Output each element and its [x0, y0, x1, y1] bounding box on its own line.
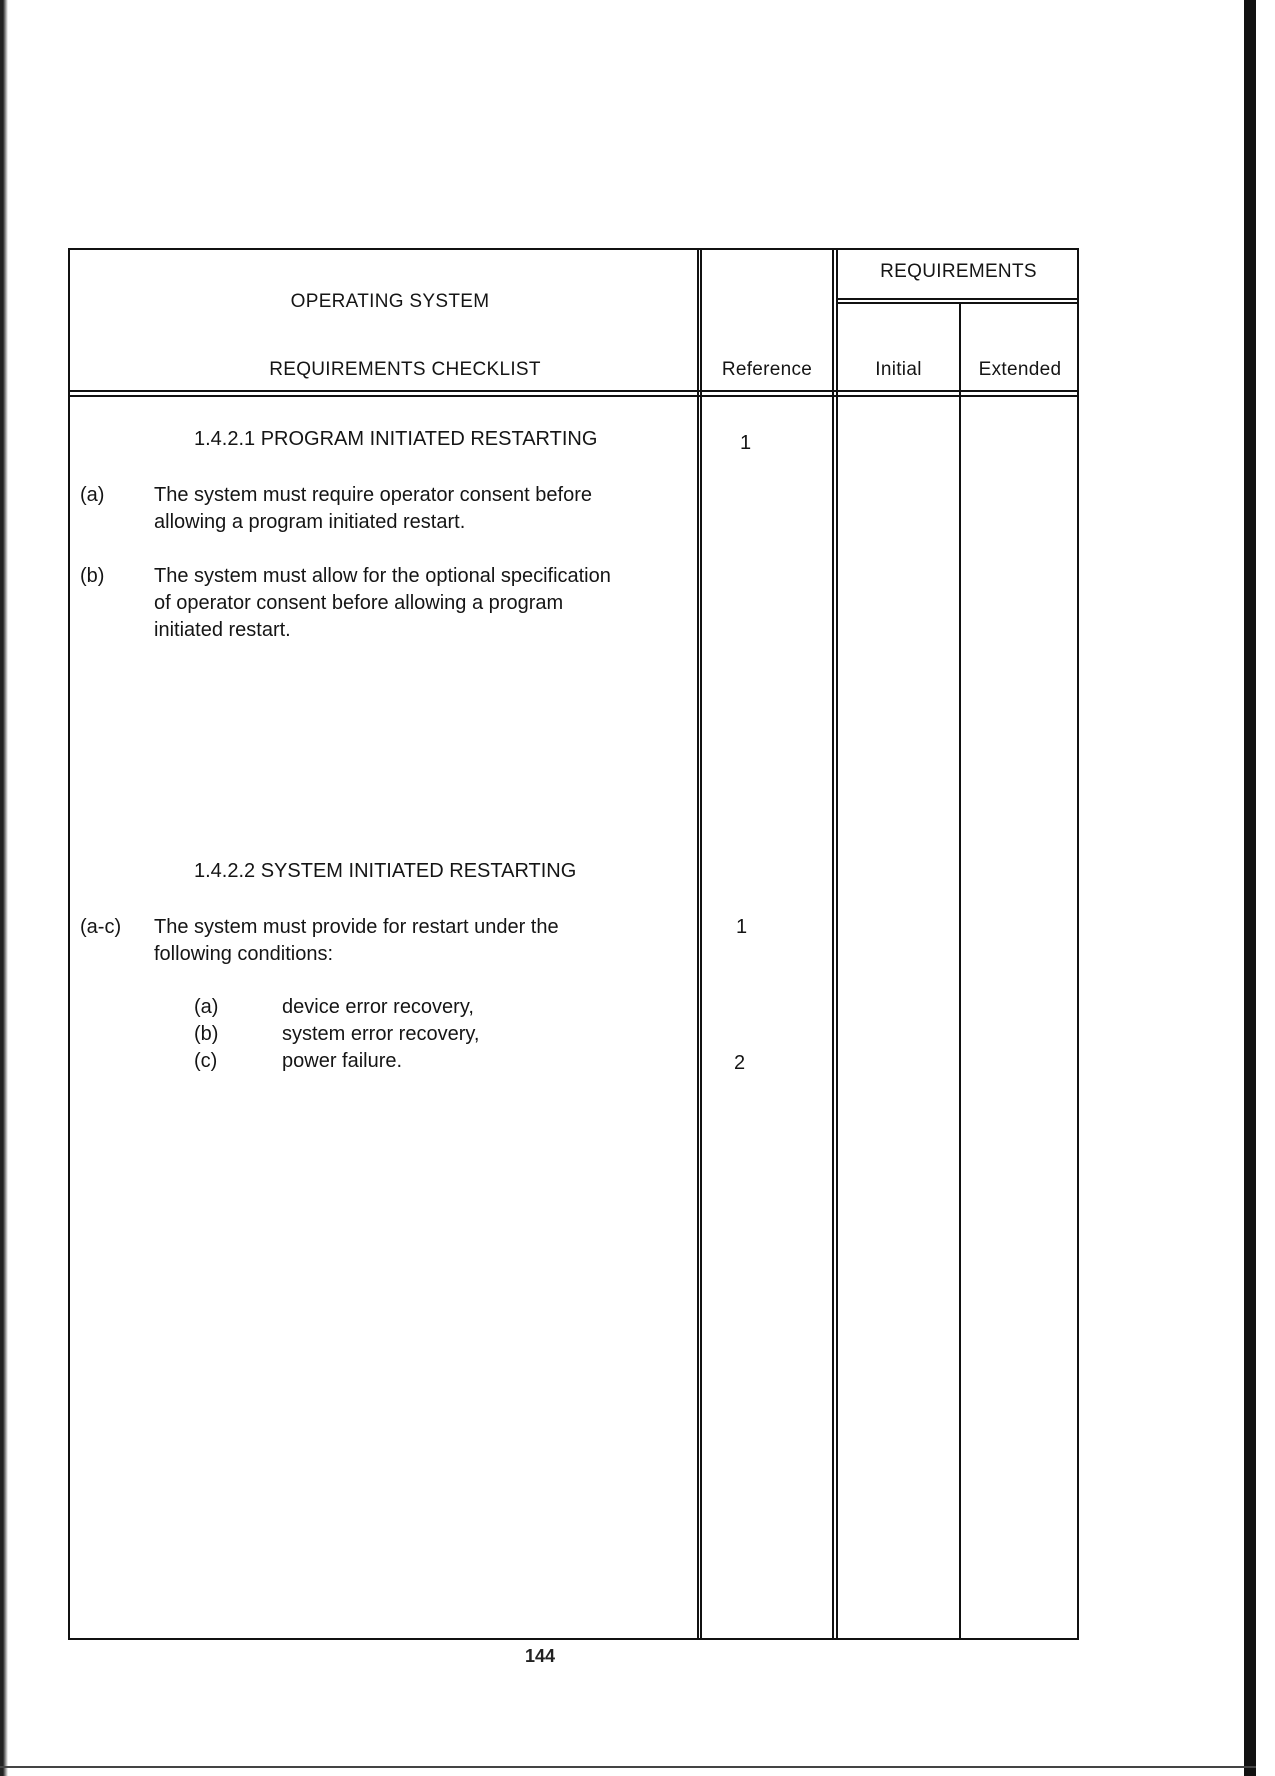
- item-text-line: following conditions:: [154, 943, 333, 965]
- header-reference: Reference: [721, 359, 813, 380]
- section-heading: 1.4.2.2 SYSTEM INITIATED RESTARTING: [194, 860, 577, 882]
- item-label: (a): [80, 484, 105, 506]
- divider-header-bottom: [70, 390, 1077, 392]
- divider-requirements-header: [836, 298, 1077, 300]
- subitem-label: (c): [194, 1050, 218, 1072]
- subitem-label: (a): [194, 996, 219, 1018]
- header-requirements: REQUIREMENTS: [880, 261, 1037, 282]
- scan-edge-left: [0, 0, 8, 1776]
- scan-edge-bottom: [0, 1766, 1256, 1768]
- page-number: 144: [524, 1646, 556, 1666]
- item-label: (b): [80, 565, 105, 587]
- scan-edge-right: [1244, 0, 1256, 1776]
- item-text-line: The system must provide for restart under the: [154, 916, 559, 938]
- item-text-line: initiated restart.: [154, 619, 291, 641]
- divider-extended-left: [959, 302, 961, 1638]
- header-extended: Extended: [978, 359, 1062, 380]
- section-reference: 1: [740, 432, 752, 454]
- section-heading: 1.4.2.1 PROGRAM INITIATED RESTARTING: [194, 428, 598, 450]
- item-text-line: allowing a program initiated restart.: [154, 511, 466, 533]
- subitem-text: power failure.: [282, 1050, 403, 1072]
- header-title-line1: OPERATING SYSTEM: [290, 291, 490, 312]
- divider-requirements-header-double: [836, 302, 1077, 304]
- item-reference: 1: [736, 916, 748, 938]
- divider-initial-left: [832, 250, 834, 1638]
- divider-reference-left-double: [700, 250, 702, 1638]
- item-text-line: of operator consent before allowing a program: [154, 592, 564, 614]
- subitem-label: (b): [194, 1023, 219, 1045]
- requirements-checklist-table: [68, 248, 1079, 1640]
- header-title-line2: REQUIREMENTS CHECKLIST: [269, 359, 541, 380]
- header-initial: Initial: [875, 359, 922, 380]
- subitem-text: device error recovery,: [282, 996, 474, 1018]
- subitem-reference: 2: [734, 1052, 746, 1074]
- subitem-text: system error recovery,: [282, 1023, 480, 1045]
- divider-initial-left-double: [836, 250, 838, 1638]
- divider-header-bottom-double: [70, 395, 1077, 397]
- item-text-line: The system must require operator consent before: [154, 484, 592, 506]
- divider-reference-left: [697, 250, 699, 1638]
- item-label: (a-c): [80, 916, 122, 938]
- item-text-line: The system must allow for the optional specification: [154, 565, 611, 587]
